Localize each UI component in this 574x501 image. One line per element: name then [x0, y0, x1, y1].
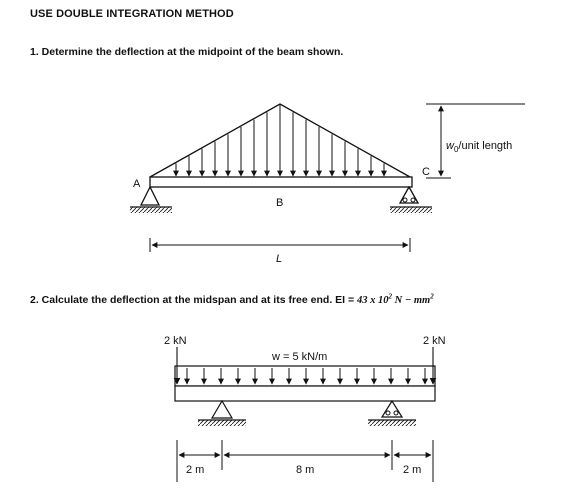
ei-units: N − mm — [392, 295, 431, 306]
load-unit-length: /unit length — [458, 140, 513, 152]
label-b: B — [276, 197, 284, 209]
right-point-load-label: 2 kN — [423, 335, 446, 347]
span-dimension — [150, 238, 410, 252]
distributed-load-box — [175, 366, 435, 386]
roller-support-2 — [368, 401, 416, 426]
beam-1 — [150, 177, 412, 187]
pin-support-a — [130, 187, 172, 213]
load-w-subscript: 0 — [453, 145, 459, 154]
dim-right-label: 2 m — [403, 464, 422, 476]
load-w: w — [446, 140, 454, 152]
ei-units-exponent: 2 — [430, 292, 434, 301]
ei-exponent: 2 — [388, 292, 393, 301]
ei-number: 43 x 10 — [357, 295, 389, 306]
dim-middle-label: 8 m — [296, 464, 315, 476]
label-c: C — [422, 166, 430, 178]
dim-left-label: 2 m — [186, 464, 205, 476]
figure-1-beam-diagram — [130, 104, 525, 265]
problem-2-text-start: 2. Calculate the deflection at the midspan and at its free end. EI = — [30, 294, 358, 306]
triangular-load-arrows — [176, 105, 384, 176]
problem-1-text: 1. Determine the deflection at the midpoint of the beam shown. — [30, 46, 344, 58]
document-heading: USE DOUBLE INTEGRATION METHOD — [30, 8, 234, 20]
roller-support-c — [390, 187, 432, 213]
pin-support-2 — [198, 401, 246, 426]
left-point-load-label: 2 kN — [164, 335, 187, 347]
distributed-load-label: w = 5 kN/m — [272, 351, 328, 363]
beam-2 — [175, 386, 435, 401]
label-span-l: L — [276, 253, 283, 265]
load-intensity-label — [446, 140, 512, 154]
figure-2-beam-diagram — [164, 335, 446, 482]
label-a: A — [133, 178, 141, 190]
